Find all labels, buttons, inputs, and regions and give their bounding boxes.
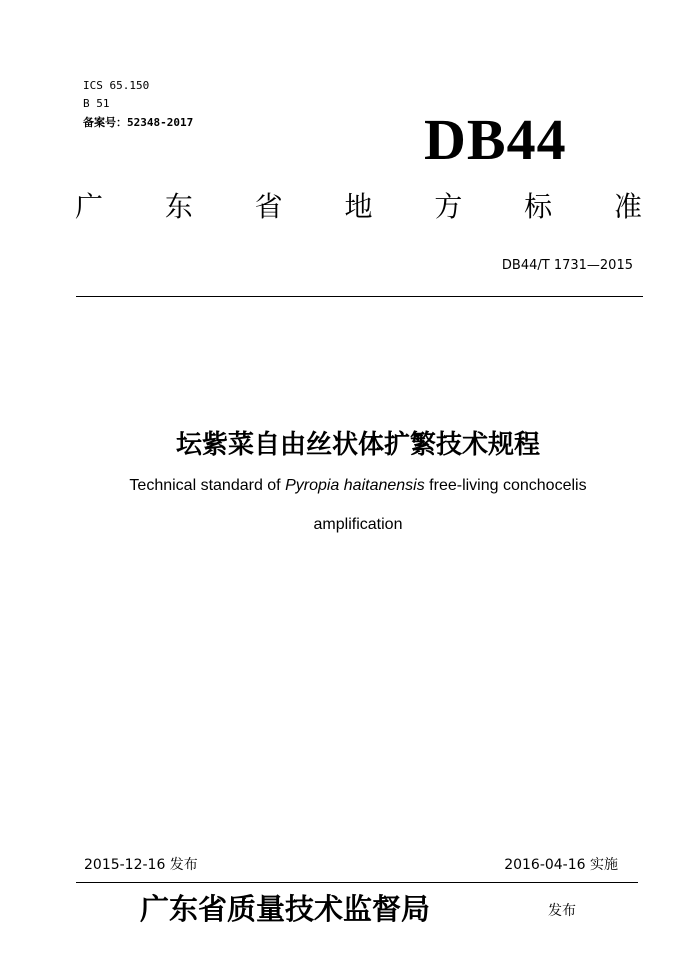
species-name: Pyropia haitanensis	[285, 477, 425, 494]
standard-type-char: 省	[254, 190, 283, 223]
standard-type-char: 广	[75, 190, 104, 223]
title-english-line2: amplification	[313, 516, 403, 533]
record-number: 备案号：52348-2017	[83, 116, 194, 129]
standard-type-char: 东	[164, 190, 193, 223]
standard-type-char: 准	[613, 190, 642, 223]
release-date: 2015-12-16 发布	[84, 857, 198, 873]
ics-code: ICS 65.150	[83, 79, 150, 92]
standard-type-char: 地	[344, 190, 373, 223]
standard-type-char: 标	[524, 190, 553, 223]
effective-date: 2016-04-16 实施	[504, 857, 618, 873]
title-english-part: free-living conchocelis	[424, 477, 587, 494]
standard-type-char: 方	[434, 190, 463, 223]
classification-code: B 51	[83, 97, 110, 110]
standard-number: DB44/T 1731—2015	[501, 258, 633, 273]
title-chinese: 坛紫菜自由丝状体扩繁技术规程	[175, 430, 540, 460]
title-english	[0, 476, 700, 496]
title-english-part: Technical standard of	[129, 477, 286, 494]
standard-type	[75, 190, 642, 224]
db-logo: DB44	[424, 107, 567, 172]
header-divider	[76, 296, 643, 297]
footer-divider	[76, 882, 638, 883]
publish-label: 发布	[548, 903, 576, 919]
issuing-authority: 广东省质量技术监督局	[140, 892, 431, 926]
